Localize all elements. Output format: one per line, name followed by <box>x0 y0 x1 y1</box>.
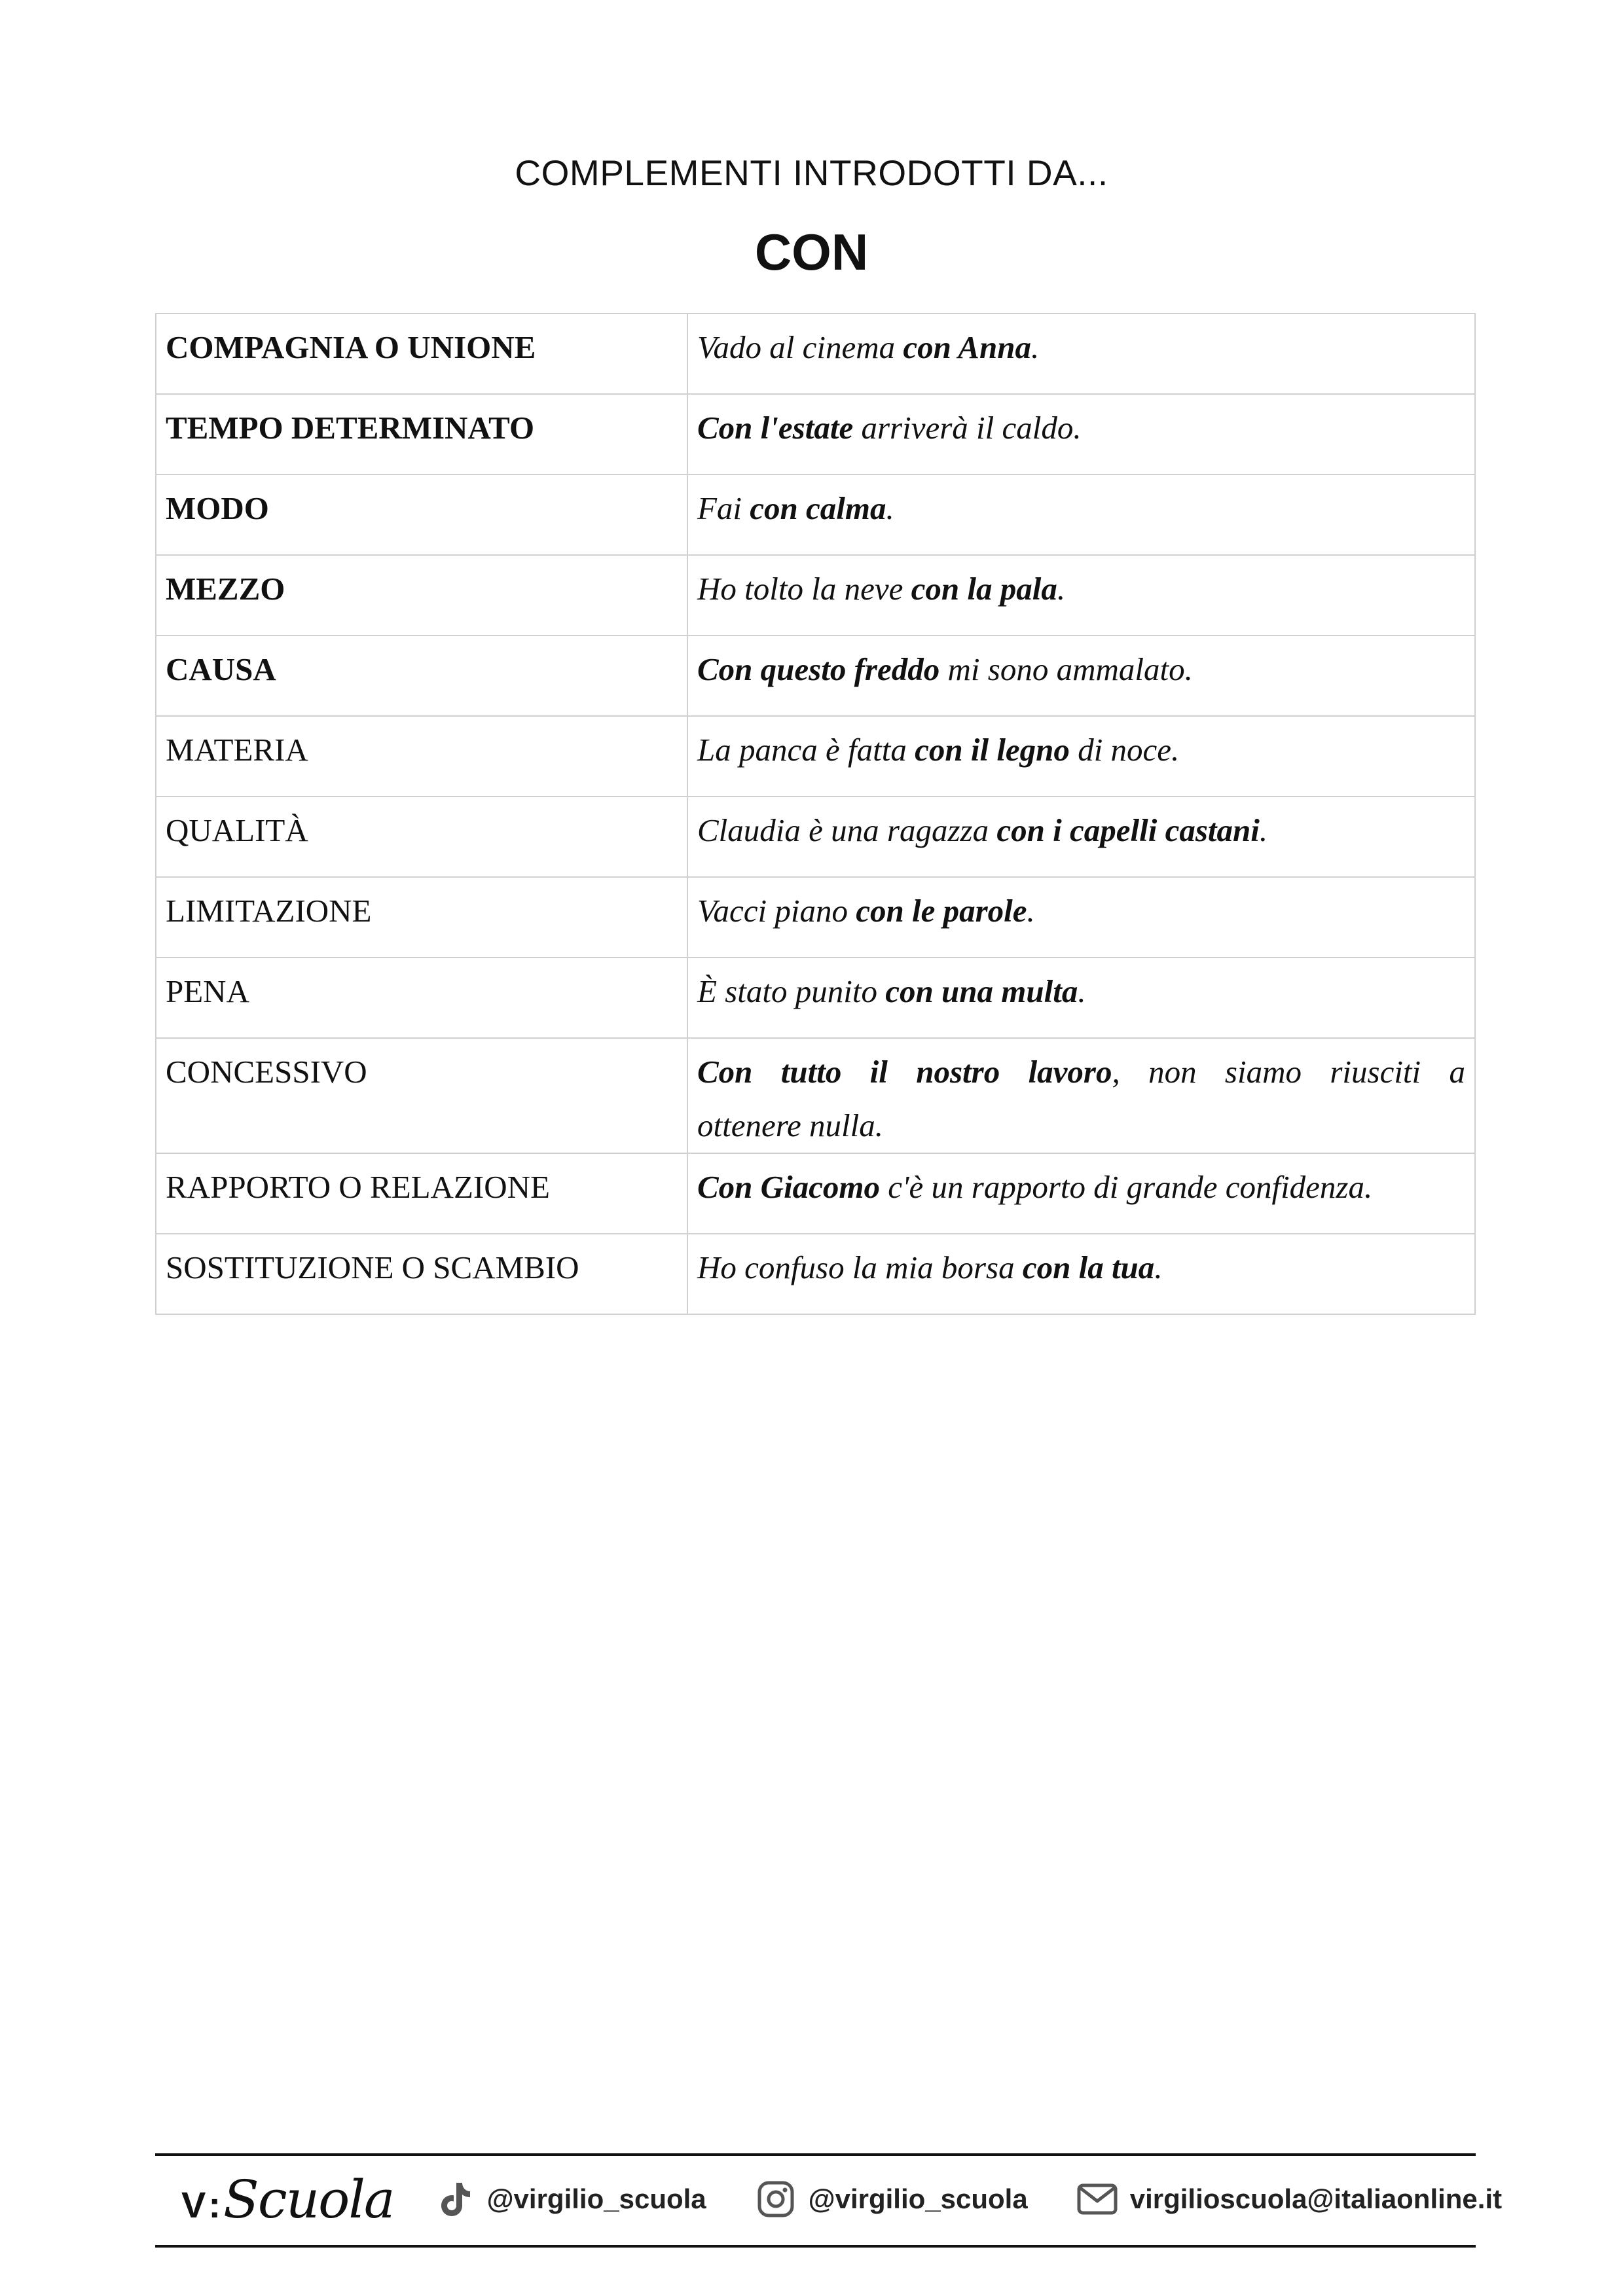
complement-label-cell <box>156 394 687 475</box>
example-text: La panca è fatta <box>697 732 915 768</box>
example-text: Vacci piano <box>697 893 856 929</box>
instagram-icon <box>755 2178 797 2220</box>
example-highlight: con Anna <box>903 329 1031 365</box>
page-title: CON <box>754 223 869 281</box>
complement-label-cell <box>156 475 687 555</box>
footer <box>155 2166 1503 2232</box>
tiktok-icon <box>433 2178 475 2220</box>
email-contact[interactable] <box>1076 2178 1502 2220</box>
complement-label: TEMPO DETERMINATO <box>166 410 535 446</box>
table-row <box>156 797 1475 877</box>
example-text: Vado al cinema <box>697 329 903 365</box>
complement-label: CONCESSIVO <box>166 1054 367 1090</box>
example-cell <box>687 636 1475 716</box>
example-text: . <box>1259 812 1268 848</box>
complement-label: COMPAGNIA O UNIONE <box>166 329 536 365</box>
example-text: È stato punito <box>697 973 886 1009</box>
logo-colon: : <box>208 2183 221 2225</box>
complement-label: MEZZO <box>166 571 285 607</box>
table-row <box>156 475 1475 555</box>
complement-label: MODO <box>166 490 269 526</box>
table-row <box>156 314 1475 394</box>
complement-label: RAPPORTO O RELAZIONE <box>166 1169 550 1205</box>
table-row <box>156 716 1475 797</box>
example-highlight: Con Giacomo <box>697 1169 881 1205</box>
example-text: . <box>1027 893 1035 929</box>
complement-label: LIMITAZIONE <box>166 893 372 929</box>
complement-label: PENA <box>166 973 249 1009</box>
footer-bottom-divider <box>155 2245 1476 2248</box>
example-highlight: con i capelli castani <box>996 812 1260 848</box>
example-cell <box>687 1038 1475 1153</box>
table-row <box>156 877 1475 958</box>
table-row <box>156 1234 1475 1314</box>
complement-label-cell <box>156 1038 687 1153</box>
complement-label-cell <box>156 877 687 958</box>
example-highlight: con una multa <box>885 973 1078 1009</box>
example-cell <box>687 314 1475 394</box>
complement-label-cell <box>156 1234 687 1314</box>
complement-label-cell <box>156 958 687 1038</box>
complement-label-cell <box>156 1153 687 1234</box>
email-address: virgilioscuola@italiaonline.it <box>1129 2183 1503 2214</box>
table-row <box>156 394 1475 475</box>
complement-label-cell <box>156 555 687 636</box>
complement-label-cell <box>156 314 687 394</box>
example-highlight: con la tua <box>1022 1249 1155 1285</box>
example-highlight: con il legno <box>915 732 1070 768</box>
example-text: . <box>1154 1249 1163 1285</box>
page-subtitle: COMPLEMENTI INTRODOTTI DA... <box>515 152 1108 193</box>
example-text: mi sono ammalato. <box>939 651 1193 687</box>
example-text: . <box>1031 329 1040 365</box>
example-cell <box>687 1234 1475 1314</box>
example-highlight: Con questo freddo <box>697 651 940 687</box>
example-text: Fai <box>697 490 750 526</box>
example-highlight: con la pala <box>911 571 1057 607</box>
example-text: . <box>1078 973 1086 1009</box>
complement-label-cell <box>156 716 687 797</box>
example-text: Ho tolto la neve <box>697 571 911 607</box>
example-cell <box>687 555 1475 636</box>
example-highlight: Con tutto il nostro lavoro <box>697 1054 1112 1090</box>
example-cell <box>687 1153 1475 1234</box>
logo-script: Scuola <box>223 2168 394 2230</box>
logo-v: V <box>181 2183 206 2225</box>
table-row <box>156 555 1475 636</box>
example-cell <box>687 394 1475 475</box>
example-highlight: con calma <box>750 490 886 526</box>
example-text: . <box>1057 571 1066 607</box>
example-text: Claudia è una ragazza <box>697 812 997 848</box>
table-row <box>156 1153 1475 1234</box>
complements-table <box>155 313 1476 1315</box>
example-highlight: con le parole <box>856 893 1027 929</box>
instagram-contact[interactable] <box>755 2178 1028 2220</box>
example-text: arriverà il caldo. <box>853 410 1082 446</box>
example-line <box>697 1045 1465 1099</box>
tiktok-handle: @virgilio_scuola <box>486 2183 706 2214</box>
example-highlight: Con l'estate <box>697 410 854 446</box>
complement-label: MATERIA <box>166 732 308 768</box>
instagram-handle: @virgilio_scuola <box>808 2183 1028 2214</box>
complement-label: SOSTITUZIONE O SCAMBIO <box>166 1249 579 1285</box>
example-text: c'è un rapporto di grande confidenza. <box>880 1169 1373 1205</box>
example-text: di noce. <box>1069 732 1180 768</box>
tiktok-contact[interactable] <box>433 2178 706 2220</box>
complement-label-cell <box>156 636 687 716</box>
complement-label: CAUSA <box>166 651 276 687</box>
vscuola-logo <box>181 2169 394 2230</box>
example-text: ottenere nulla. <box>697 1107 883 1143</box>
complement-label-cell <box>156 797 687 877</box>
example-cell <box>687 958 1475 1038</box>
table-row <box>156 958 1475 1038</box>
example-cell <box>687 475 1475 555</box>
example-text: , non siamo riusciti a <box>1112 1054 1465 1090</box>
table-row <box>156 636 1475 716</box>
example-cell <box>687 797 1475 877</box>
example-cell <box>687 716 1475 797</box>
complement-label: QUALITÀ <box>166 812 308 848</box>
example-text: Ho confuso la mia borsa <box>697 1249 1023 1285</box>
table-row <box>156 1038 1475 1153</box>
mail-icon <box>1076 2178 1118 2220</box>
example-text: . <box>886 490 894 526</box>
footer-top-divider <box>155 2153 1476 2156</box>
example-cell <box>687 877 1475 958</box>
